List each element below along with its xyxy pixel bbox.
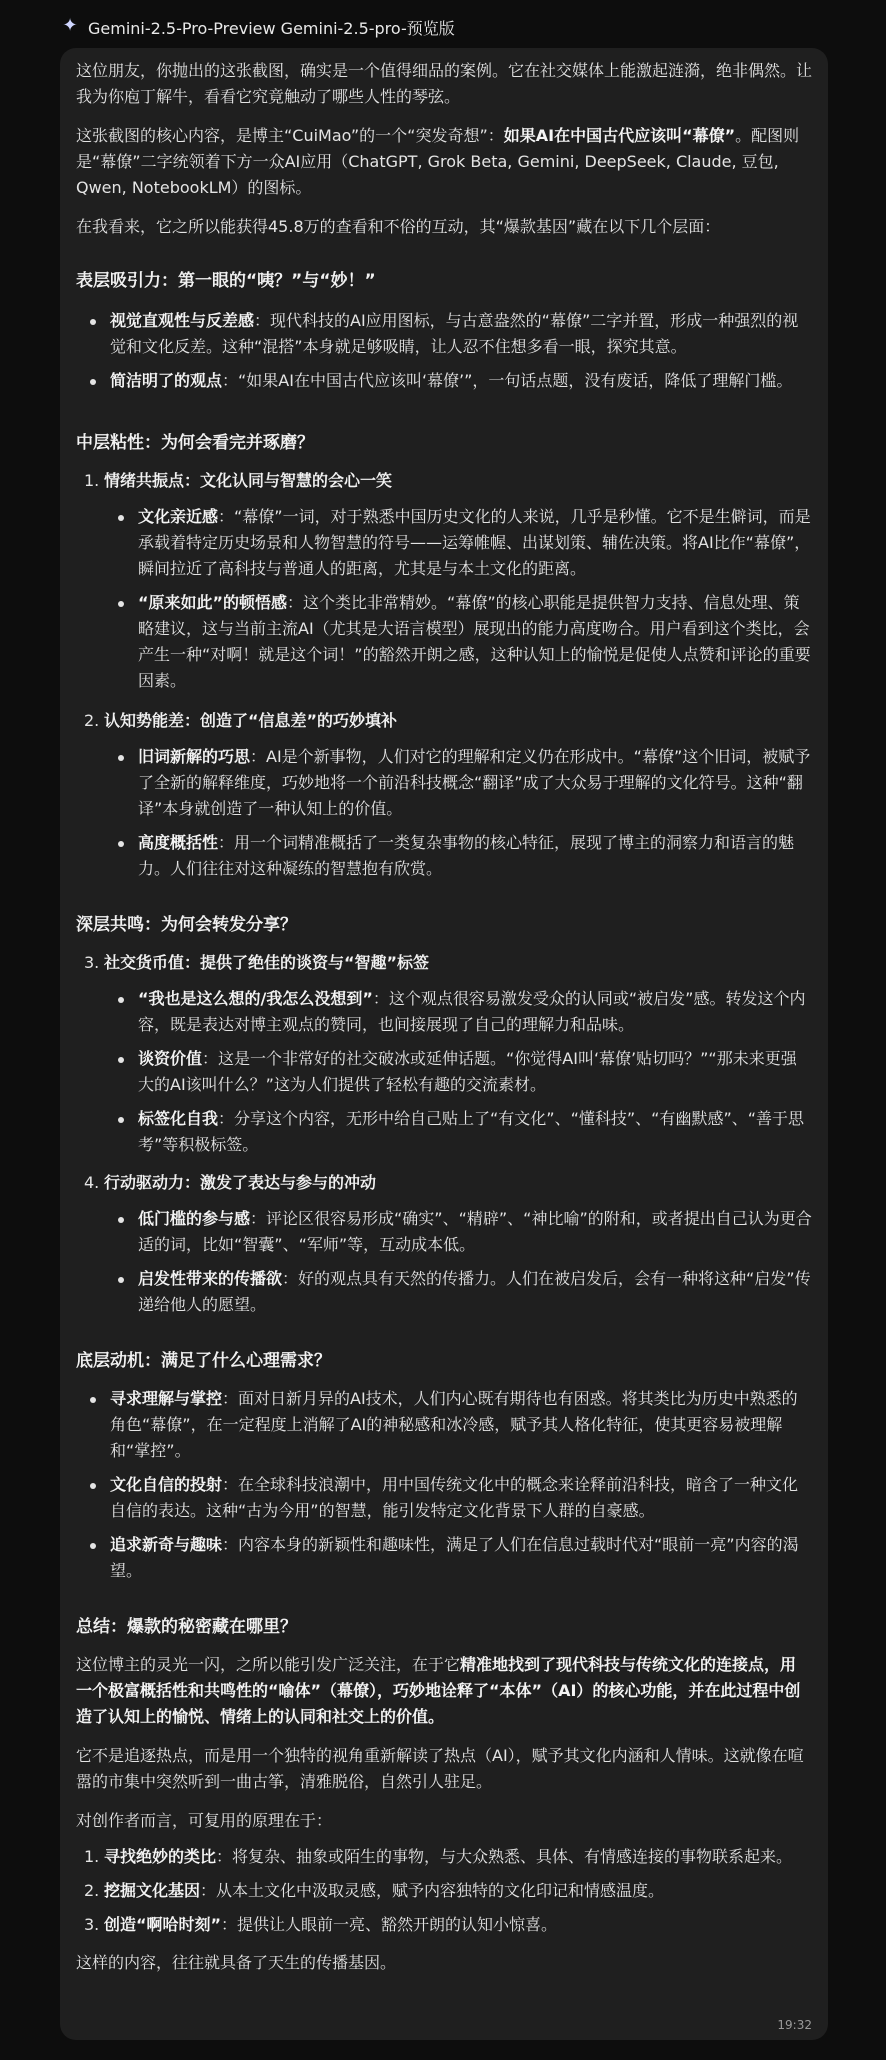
paragraph: 这位博主的灵光一闪，之所以能引发广泛关注，在于它精准地找到了现代科技与传统文化的连接点，用一个极富概括性和共鸣性的“喻体”（幕僚），巧妙地诠释了“本体”（AI）的核心功能，并在此过程中创造了认知上的愉悦、情绪上的认同和社交上的价值。 (76, 1655, 801, 1726)
chat-header (0, 0, 886, 52)
list-item: 视觉直观性与反差感：现代科技的AI应用图标，与古意盎然的“幕僚”二字并置，形成一种强烈的视觉和文化反差。这种“混搭”本身就足够吸睛，让人忍不住想多看一眼，探究其意。 (104, 308, 812, 360)
list-item: 启发性带来的传播欲：好的观点具有天然的传播力。人们在被启发后，会有一种将这种“启发”传递给他人的愿望。 (132, 1266, 812, 1318)
gemini-sparkle-icon: ✦ (62, 15, 78, 36)
paragraph: 这张截图的核心内容，是博主“CuiMao”的一个“突发奇想”：如果AI在中国古代应该叫“幕僚”。配图则是“幕僚”二字统领着下方一众AI应用（ChatGPT, Grok Beta, Gemini, DeepSeek, Claude, 豆包, Qwen, NotebookLM）的图标。 (76, 126, 800, 197)
list-item: 2. 挖掘文化基因：从本土文化中汲取灵感，赋予内容独特的文化印记和情感温度。 (84, 1881, 665, 1900)
bot-name: Gemini-2.5-Pro-Preview Gemini-2.5-pro-预览版 (88, 19, 455, 38)
list-item: “我也是这么想的/我怎么没想到”：这个观点很容易激发受众的认同或“被启发”感。转发这个内容，既是表达对博主观点的赞同，也间接展现了自己的理解力和品味。 (132, 986, 812, 1038)
paragraph: 在我看来，它之所以能获得45.8万的查看和不俗的互动，其“爆款基因”藏在以下几个层面： (76, 217, 721, 236)
list-item: 3. 创造“啊哈时刻”：提供让人眼前一亮、豁然开朗的认知小惊喜。 (84, 1915, 558, 1934)
message-bubble (60, 48, 828, 2040)
list-item: 低门槛的参与感：评论区很容易形成“确实”、“精辟”、“神比喻”的附和，或者提出自己认为更合适的词，比如“智囊”、“军师”等，互动成本低。 (132, 1206, 812, 1258)
section-heading: 底层动机：满足了什么心理需求？ (76, 1351, 331, 1371)
numbered-list (76, 1844, 812, 1938)
section-heading: 总结：爆款的秘密藏在哪里？ (76, 1617, 297, 1637)
numbered-heading: 2. 认知势能差：创造了“信息差”的巧妙填补 (84, 711, 398, 730)
list-item: 1. 寻找绝妙的类比：将复杂、抽象或陌生的事物，与大众熟悉、具体、有情感连接的事物联系起来。 (84, 1847, 793, 1866)
section-heading: 中层粘性：为何会看完并琢磨？ (76, 433, 314, 453)
message-timestamp: 19:32 (777, 2018, 812, 2032)
list-item: 文化自信的投射：在全球科技浪潮中，用中国传统文化中的概念来诠释前沿科技，暗含了一种文化自信的表达。这种“古为今用”的智慧，能引发特定文化背景下人群的自豪感。 (104, 1472, 812, 1524)
bullet-list (76, 308, 812, 394)
section-heading: 表层吸引力：第一眼的“咦？”与“妙！” (76, 271, 376, 291)
list-item: 标签化自我：分享这个内容，无形中给自己贴上了“有文化”、“懂科技”、“有幽默感”、“善于思考”等积极标签。 (132, 1106, 812, 1158)
paragraph: 对创作者而言，可复用的原理在于： (76, 1811, 333, 1830)
list-item: 谈资价值：这是一个非常好的社交破冰或延伸话题。“你觉得AI叫‘幕僚’贴切吗？”“那未来更强大的AI该叫什么？”这为人们提供了轻松有趣的交流素材。 (132, 1046, 812, 1098)
list-item: 文化亲近感：“幕僚”一词，对于熟悉中国历史文化的人来说，几乎是秒懂。它不是生僻词，而是承载着特定历史场景和人物智慧的符号——运筹帷幄、出谋划策、辅佐决策。将AI比作“幕僚”，瞬间拉近了高科技与普通人的距离，尤其是与本土文化的距离。 (132, 504, 812, 582)
numbered-heading: 3. 社交货币值：提供了绝佳的谈资与“智趣”标签 (84, 953, 430, 972)
list-item: 寻求理解与掌控：面对日新月异的AI技术，人们内心既有期待也有困惑。将其类比为历史中熟悉的角色“幕僚”，在一定程度上消解了AI的神秘感和冰冷感，赋予其人格化特征，使其更容易被理解和“掌控”。 (104, 1386, 812, 1464)
paragraph: 这位朋友，你抛出的这张截图，确实是一个值得细品的案例。它在社交媒体上能激起涟漪，绝非偶然。让我为你庖丁解牛，看看它究竟触动了哪些人性的琴弦。 (76, 61, 813, 106)
list-item: 高度概括性：用一个词精准概括了一类复杂事物的核心特征，展现了博主的洞察力和语言的魅力。人们往往对这种凝练的智慧抱有欣赏。 (132, 830, 812, 882)
bullet-list (76, 504, 812, 694)
list-item: “原来如此”的顿悟感：这个类比非常精妙。“幕僚”的核心职能是提供智力支持、信息处理、策略建议，这与当前主流AI（尤其是大语言模型）展现出的能力高度吻合。用户看到这个类比，会产生一种“对啊！就是这个词！”的豁然开朗之感，这种认知上的愉悦是促使人点赞和评论的重要因素。 (132, 590, 812, 694)
paragraph: 这样的内容，往往就具备了天生的传播基因。 (76, 1953, 397, 1972)
numbered-heading: 1. 情绪共振点：文化认同与智慧的会心一笑 (84, 471, 393, 490)
list-item: 旧词新解的巧思：AI是个新事物，人们对它的理解和定义仍在形成中。“幕僚”这个旧词，被赋予了全新的解释维度，巧妙地将一个前沿科技概念“翻译”成了大众易于理解的文化符号。这种“翻译”本身就创造了一种认知上的价值。 (132, 744, 812, 822)
bullet-list (76, 1386, 812, 1584)
paragraph: 它不是追逐热点，而是用一个独特的视角重新解读了热点（AI），赋予其文化内涵和人情味。这就像在喧嚣的市集中突然听到一曲古筝，清雅脱俗，自然引人驻足。 (76, 1746, 804, 1791)
numbered-heading: 4. 行动驱动力：激发了表达与参与的冲动 (84, 1173, 377, 1192)
list-item: 简洁明了的观点：“如果AI在中国古代应该叫‘幕僚’”，一句话点题，没有废话，降低了理解门槛。 (104, 368, 812, 394)
list-item: 追求新奇与趣味：内容本身的新颖性和趣味性，满足了人们在信息过载时代对“眼前一亮”内容的渴望。 (104, 1532, 812, 1584)
bullet-list (76, 1206, 812, 1318)
section-heading: 深层共鸣：为何会转发分享？ (76, 915, 297, 935)
message-content (76, 58, 812, 1976)
bullet-list (76, 986, 812, 1158)
bullet-list (76, 744, 812, 882)
